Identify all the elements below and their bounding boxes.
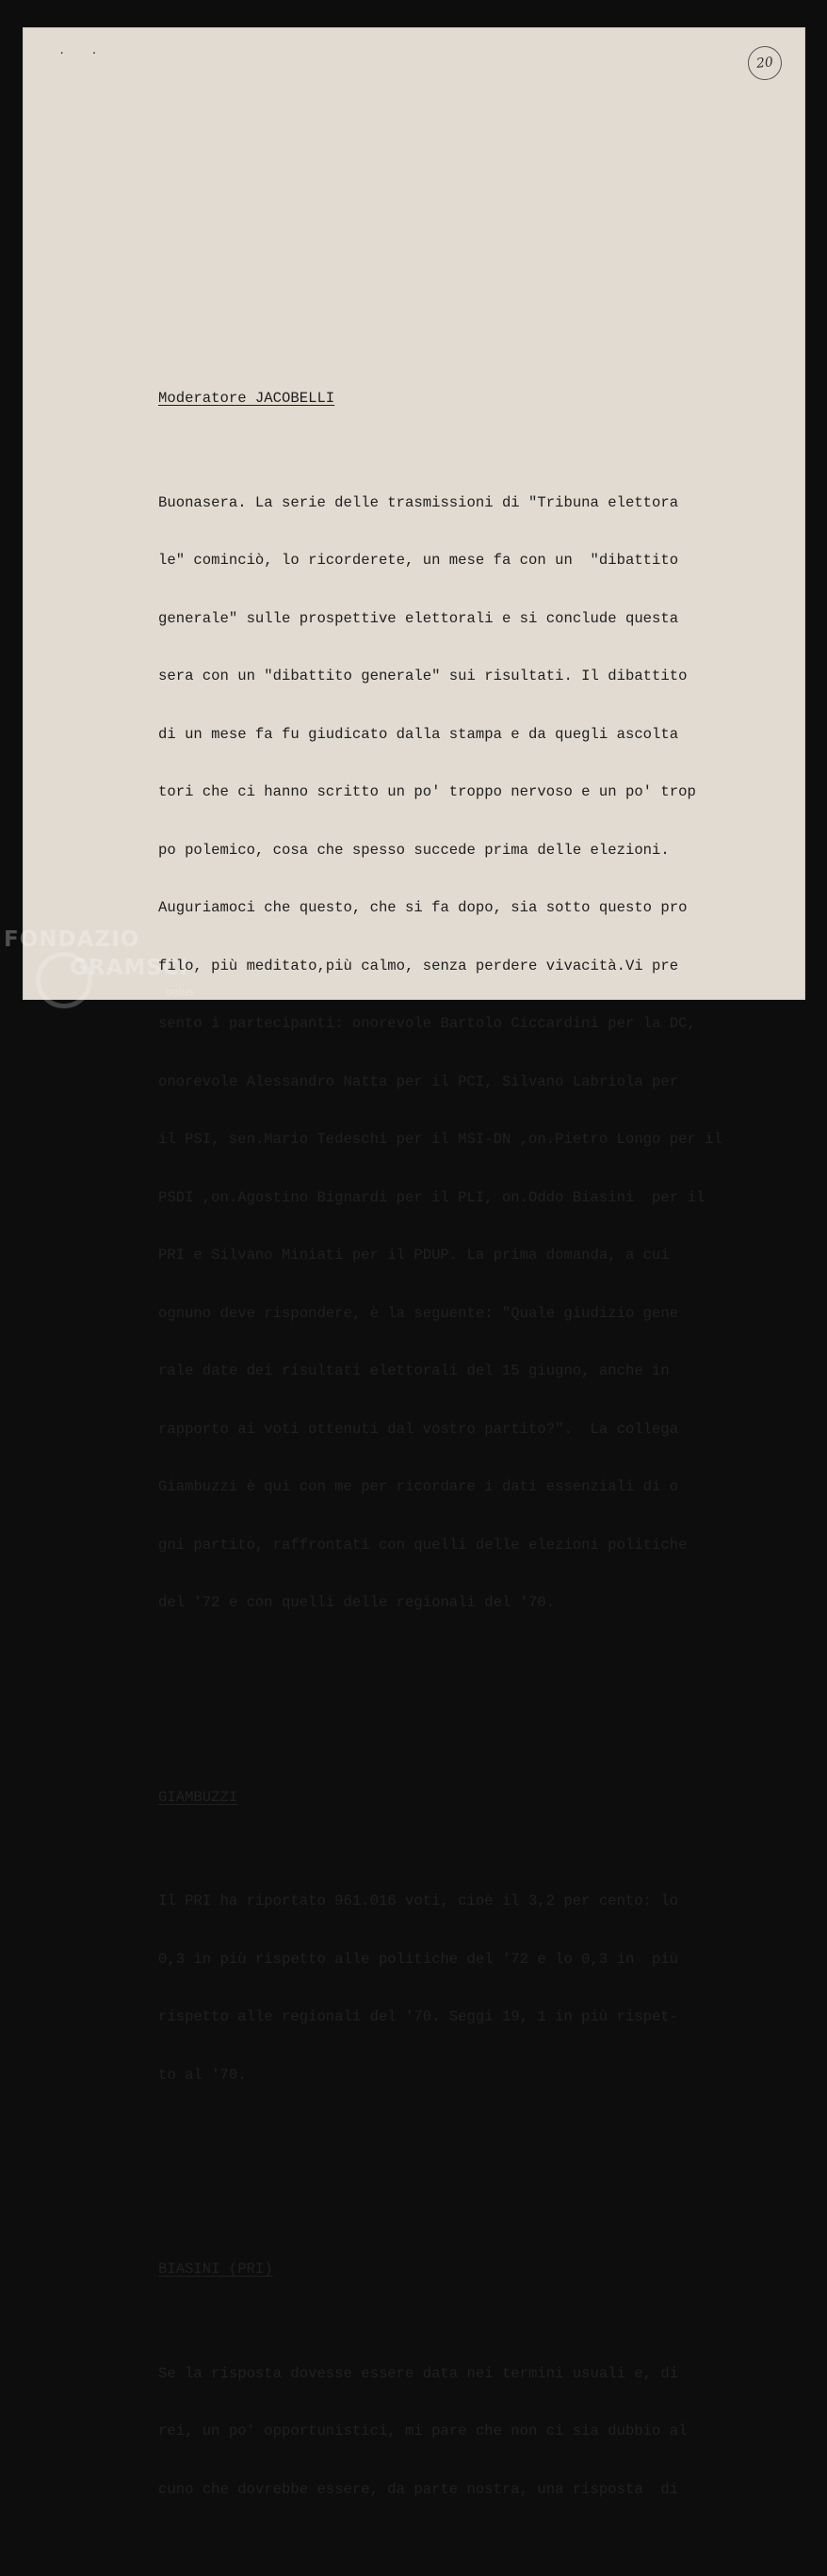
section-jacobelli bbox=[158, 350, 761, 1651]
watermark-line3: onlus bbox=[166, 986, 194, 998]
corner-marks: . . bbox=[58, 44, 107, 57]
text-line: sento i partecipanti: onorevole Bartolo Ciccardini per la DC, bbox=[158, 1015, 696, 1032]
text-line: generale" sulle prospettive elettorali e si conclude questa bbox=[158, 609, 679, 627]
text-line: rale date dei risultati elettorali del 15 giugno, anche in bbox=[158, 1362, 670, 1379]
text-line: cuno che dovrebbe essere, da parte nostra, una risposta di bbox=[158, 2480, 679, 2498]
text-line: rei, un po' opportunistici, mi pare che non ci sia dubbio al bbox=[158, 2423, 688, 2439]
text-line: to al '70. bbox=[158, 2066, 247, 2084]
text-line: rispetto alle regionali del '70. Seggi 19, 1 in più rispet- bbox=[158, 2008, 679, 2025]
text-line: 0,3 in più rispetto alle politiche del '72 e lo 0,3 in più bbox=[158, 1950, 679, 1968]
text-line: tori che ci hanno scritto un po' troppo nervoso e un po' trop bbox=[158, 783, 696, 800]
text-line: rapporto ai voti ottenuti dal vostro partito?". La collega bbox=[158, 1420, 679, 1438]
watermark-line1: FONDAZIO bbox=[4, 927, 140, 952]
text-line: onorevole Alessandro Natta per il PCI, Silvano Labriola per bbox=[158, 1072, 679, 1090]
speaker-heading: BIASINI (PRI) bbox=[158, 2261, 273, 2278]
text-line: po polemico, cosa che spesso succede prima delle elezioni. bbox=[158, 841, 670, 859]
section-giambuzzi bbox=[158, 1749, 761, 2124]
text-line: Il PRI ha riportato 961.016 voti, cioè il 3,2 per cento: lo bbox=[158, 1892, 679, 1909]
text-line: filo, più meditato,più calmo, senza perdere vivacità.Vi pre bbox=[158, 957, 679, 974]
text-line: sera con un "dibattito generale" sui risultati. Il dibattito bbox=[158, 668, 688, 684]
text-line: il PSI, sen.Mario Tedeschi per il MSI-DN ,on.Pietro Longo per il bbox=[158, 1131, 722, 1148]
text-line: Giambuzzi è qui con me per ricordare i dati essenziali di o bbox=[158, 1478, 679, 1495]
fondazione-gramsci-watermark bbox=[4, 927, 230, 1017]
text-line: gni partito, raffrontati con quelli delle elezioni politiche bbox=[158, 1536, 688, 1554]
text-line: Buonasera. La serie delle trasmissioni di "Tribuna elettora bbox=[158, 493, 679, 511]
text-line: del '72 e con quelli delle regionali del '70. bbox=[158, 1594, 556, 1611]
text-line: Auguriamoci che questo, che si fa dopo, sia sotto questo pro bbox=[158, 899, 688, 916]
page-number: 20 bbox=[755, 55, 774, 72]
text-line: di un mese fa fu giudicato dalla stampa e da quegli ascolta bbox=[158, 725, 679, 743]
text-line: PSDI ,on.Agostino Bignardi per il PLI, on.Oddo Biasini per il bbox=[158, 1188, 705, 1206]
text-line: ognuno deve rispondere, è la seguente: "Quale giudizio gene bbox=[158, 1304, 679, 1322]
text-line: PRI e Silvano Miniati per il PDUP. La prima domanda, a cui bbox=[158, 1247, 670, 1264]
watermark-line2: GRAMSCI bbox=[70, 956, 189, 980]
speaker-heading: Moderatore JACOBELLI bbox=[158, 390, 335, 407]
transcript-body bbox=[158, 312, 761, 2576]
speaker-heading: GIAMBUZZI bbox=[158, 1788, 238, 1806]
section-biasini bbox=[158, 2221, 761, 2537]
document-page bbox=[23, 27, 805, 2498]
text-line: Se la risposta dovesse essere data nei termini usuali e, di bbox=[158, 2364, 679, 2382]
text-line: le" cominciò, lo ricorderete, un mese fa con un "dibattito bbox=[158, 552, 679, 569]
page-number-stamp bbox=[746, 44, 784, 82]
